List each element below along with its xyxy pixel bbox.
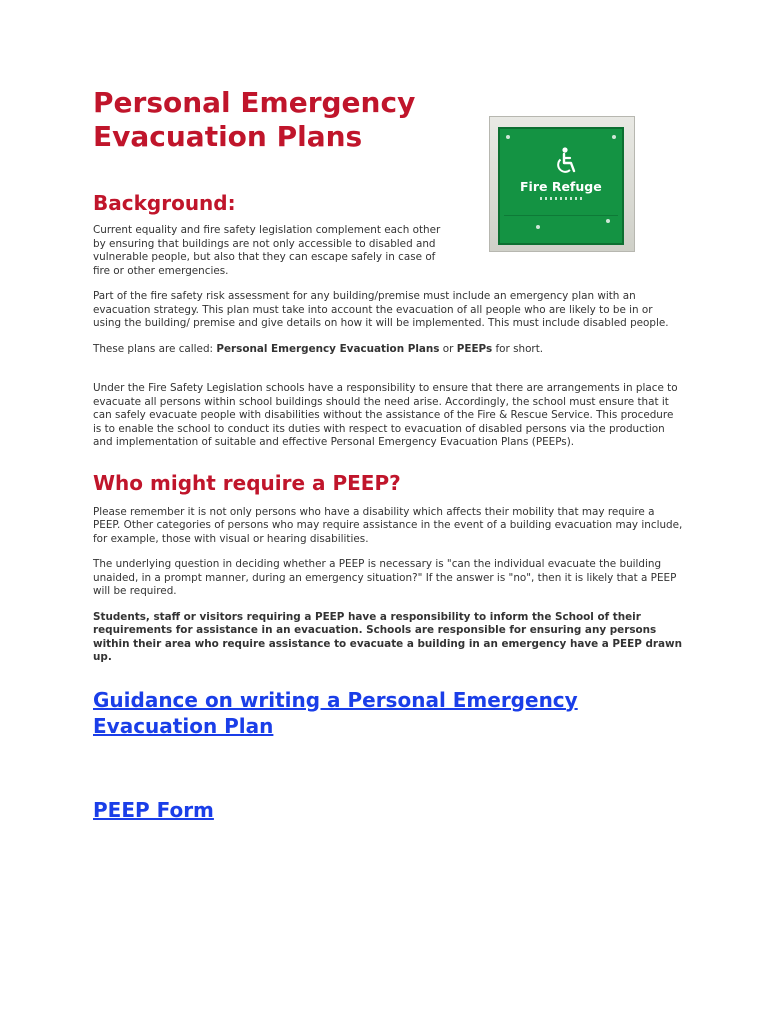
page-title: Personal Emergency Evacuation Plans: [93, 86, 416, 153]
p3-suffix: for short.: [492, 342, 544, 355]
who-paragraph-1: Please remember it is not only persons who have a disability which affects their mobility that may require a PEEP. Other categories of persons who may require assistance in the event of a building evacuation may include, for example, those with visual or hearing disabilities.: [93, 505, 683, 545]
background-heading: Background:: [93, 191, 236, 215]
p3-bold-peeps: PEEPs: [456, 342, 493, 355]
p3-prefix: These plans are called:: [93, 342, 217, 355]
who-paragraph-3: Students, staff or visitors requiring a PEEP have a responsibility to inform the School of their requirements for assistance in an evacuation. Schools are responsible for ensuring any persons within their area who require assistance to evacuate a building in an emergency have a PEEP drawn up.: [93, 610, 683, 663]
sign-label: Fire Refuge: [520, 179, 602, 194]
p3-bold-peep-name: Personal Emergency Evacuation Plans: [216, 342, 440, 355]
guidance-link[interactable]: Guidance on writing a Personal Emergency Evacuation Plan: [93, 687, 578, 738]
document-body: [93, 86, 683, 823]
p3-or: or: [439, 342, 457, 355]
background-paragraph-1: [93, 224, 683, 278]
background-paragraph-4: Under the Fire Safety Legislation schools have a responsibility to ensure that there are arrangements in place to evacuate all persons within school buildings should the need arise. Accordingly, the school must ensure that it can safely evacuate people with disabilities without the assistance of the Fire & Rescue Service. This procedure is to enable the school to conduct its duties with respect to evacuation of disabled persons via the production and implementation of suitable and effective Personal Emergency Evacuation Plans (PEEPs).: [93, 382, 678, 448]
background-paragraph-3: [93, 343, 683, 357]
background-paragraph-2: Part of the fire safety risk assessment for any building/premise must include an emergency plan with an evacuation strategy. This plan must take into account the evacuation of all people who are likely to be in or using the building/ premise and give details on how it will be implemented. This must include disabled people.: [93, 290, 669, 329]
background-paragraph-1-text: Current equality and fire safety legislation complement each other by ensuring that buildings are not only accessible to disabled and vulnerable people, but also that they can escape safely in case of fire or other emergencies.: [93, 224, 441, 277]
who-heading: Who might require a PEEP?: [93, 470, 401, 495]
peep-form-link[interactable]: PEEP Form: [93, 797, 214, 822]
who-paragraph-2: The underlying question in deciding whether a PEEP is necessary is "can the individual evacuate the building unaided, in a prompt manner, during an emergency situation?" If the answer is "no", then it is likely that a PEEP will be required.: [93, 558, 677, 597]
